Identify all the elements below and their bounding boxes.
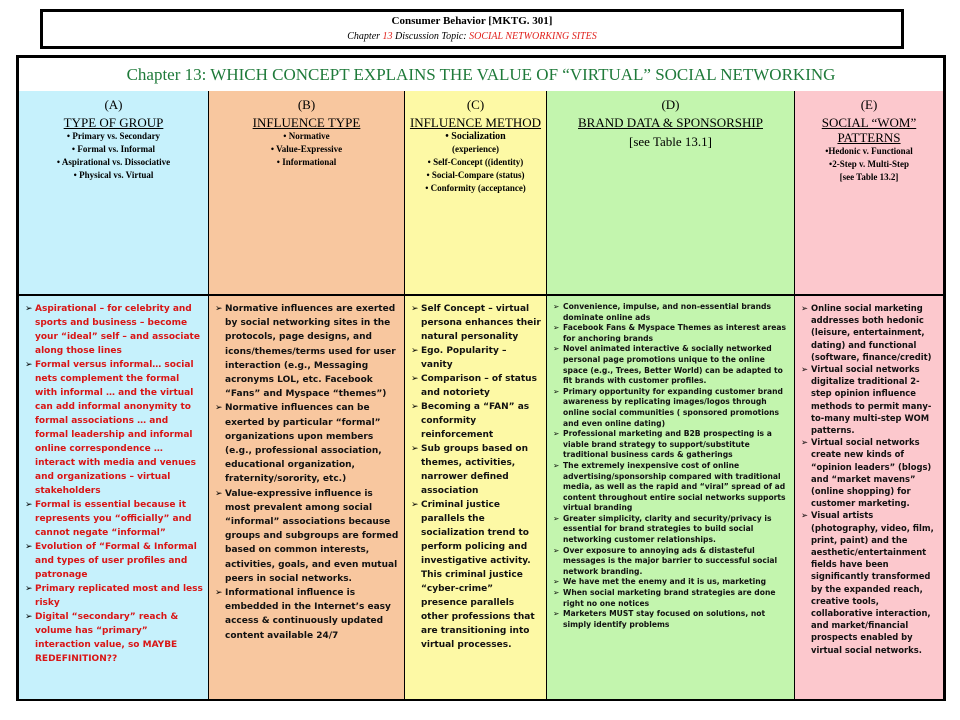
bullet-item: ➢ Virtual social networks digitalize traditional 2-step opinion influence methods to permit many-to-many multi-step WOM patterns.: [801, 363, 938, 436]
column-letter: (D): [661, 97, 680, 112]
column-subpoint: • Informational: [276, 157, 337, 167]
course-title: Consumer Behavior [MKTG. 301]: [391, 15, 553, 27]
bullet-item: ➢ Criminal justice parallels the socialization trend to perform policing and investigative activity. This criminal justice “cyber-crime” presence parallels other professions that are transitioning into virtual processes.: [411, 498, 541, 652]
column-c-body: [405, 296, 547, 699]
bullet-item: ➢ Value-expressive influence is most prevalent among social “informal” associations because groups and subgroups are formed based on common interests, activities, goals, and even mutual peers in social networks.: [215, 487, 399, 586]
column-letter: (B): [297, 97, 316, 112]
bullet-item: ➢ Sub groups based on themes, activities, narrower defined association: [411, 442, 541, 498]
table-reference: [see Table 13.1]: [629, 134, 712, 149]
bullet-item: ➢ Digital “secondary” reach & volume has “primary” interaction value, so MAYBE REDEFINITION??: [25, 610, 203, 666]
column-subpoint: •Hedonic v. Functional: [825, 146, 913, 156]
table-reference: [see Table 13.2]: [839, 172, 899, 182]
bullet-item: ➢ Comparison – of status and notoriety: [411, 372, 541, 400]
column-a-body: [19, 296, 209, 699]
bullet-item: ➢ Professional marketing and B2B prospecting is a viable brand strategy to support/substitute traditional business cards & gatherings: [553, 429, 789, 461]
column-e-header: [795, 91, 943, 294]
column-subpoint: (experience): [452, 144, 499, 154]
column-letter: (A): [104, 97, 123, 112]
topic-chapter-number: 13: [382, 31, 393, 42]
bullet-item: ➢ Facebook Fans & Myspace Themes as interest areas for anchoring brands: [553, 323, 789, 344]
column-subpoint: • Primary vs. Secondary: [66, 131, 161, 141]
column-b-header: [209, 91, 405, 294]
bullet-item: ➢ The extremely inexpensive cost of online advertising/sponsorship compared with traditional media, as well as the rapid and “viral” spread of ad content throughout entire social networks supports virtual branding: [553, 461, 789, 514]
column-subpoint: •2-Step v. Multi-Step: [829, 159, 909, 169]
bullet-item: ➢ Ego. Popularity – vanity: [411, 344, 541, 372]
column-subpoint: • Physical vs. Virtual: [73, 170, 154, 180]
column-subpoint: • Self-Concept ((identity): [427, 157, 524, 167]
column-a-header: [19, 91, 209, 294]
column-title: SOCIAL “WOM” PATTERNS: [821, 115, 917, 145]
column-title: INFLUENCE METHOD: [409, 115, 542, 130]
column-d-body: [547, 296, 795, 699]
discussion-topic: [43, 31, 901, 42]
bullet-item: ➢ Evolution of “Formal & Informal and types of user profiles and patronage: [25, 540, 203, 582]
bullet-item: ➢ When social marketing brand strategies are done right no one notices: [553, 588, 789, 609]
bullet-list-a: [25, 302, 203, 666]
column-header-row: [19, 91, 943, 296]
bullet-item: ➢ Visual artists (photography, video, film, print, paint) and the aesthetic/entertainment fields have been significantly transformed by the expanded reach, creative tools, collaborative interaction, and market/financial prospects enabled by virtual social networks.: [801, 509, 938, 655]
column-subpoint: • Formal vs. Informal: [71, 144, 156, 154]
bullet-list-e: [801, 302, 938, 656]
column-e-body: [795, 296, 943, 699]
bullet-item: ➢ Informational influence is embedded in the Internet’s easy access & continuously updated content available 24/7: [215, 586, 399, 643]
bullet-item: ➢ Formal versus informal… social nets complement the formal with informal … and the virtual can add informal anonymity to formal associations … and formal leadership and informal online correspondence … interact with media and venues and organizations – virtual stakeholders: [25, 358, 203, 498]
bullet-item: ➢ Virtual social networks create new kinds of “opinion leaders” (blogs) and “market mavens” (online shopping) for customer marketing.: [801, 436, 938, 509]
topic-prefix: Chapter: [347, 31, 383, 42]
bullet-item: ➢ Primary opportunity for expanding customer brand awareness by replicating images/logos through online social communities ( sponsored promotions and even online dating): [553, 387, 789, 429]
column-b-body: [209, 296, 405, 699]
column-letter: (C): [466, 97, 485, 112]
column-title: BRAND DATA & SPONSORSHIP: [578, 115, 763, 130]
concept-table: [16, 55, 946, 701]
bullet-item: ➢ Over exposure to annoying ads & distasteful messages is the major barrier to successful social network branding.: [553, 546, 789, 578]
column-subpoint: • Social-Compare (status): [426, 170, 525, 180]
bullet-item: ➢ Marketers MUST stay focused on solutions, not simply identify problems: [553, 609, 789, 630]
bullet-item: ➢ Aspirational – for celebrity and sports and business – become your “ideal” self – and associate along those lines: [25, 302, 203, 358]
bullet-item: ➢ Formal is essential because it represents you “officially” and cannot negate “informal”: [25, 498, 203, 540]
column-c-header: [405, 91, 547, 294]
column-d-header: [547, 91, 795, 294]
column-subpoint: • Normative: [283, 131, 330, 141]
column-letter: (E): [860, 97, 878, 112]
column-title: TYPE OF GROUP: [63, 115, 164, 130]
bullet-list-b: [215, 302, 399, 643]
bullet-item: ➢ Normative influences can be exerted by particular “formal” organizations upon members (e.g., professional association, educational organization, fraternity/sorority, etc.): [215, 401, 399, 486]
table-title: Chapter 13: WHICH CONCEPT EXPLAINS THE VALUE OF “VIRTUAL” SOCIAL NETWORKING: [19, 58, 943, 92]
bullet-item: ➢ Primary replicated most and less risky: [25, 582, 203, 610]
bullet-item: ➢ Convenience, impulse, and non-essential brands dominate online ads: [553, 302, 789, 323]
topic-middle: Discussion Topic:: [392, 31, 470, 42]
column-subpoint: • Conformity (acceptance): [425, 183, 526, 193]
bullet-item: ➢ Normative influences are exerted by social networking sites in the protocols, page designs, and icons/themes/terms used for user interaction (e.g., Messaging acronyms LOL, etc. Facebook “Fans” and Myspace “themes”): [215, 302, 399, 401]
column-subpoint: • Socialization: [445, 131, 506, 142]
bullet-item: ➢ Novel animated interactive & socially networked personal page promotions unique to the online space (e.g., Trees, Better World) can be adapted to fit brands with customer profiles.: [553, 344, 789, 386]
topic-subject: SOCIAL NETWORKING SITES: [469, 31, 597, 42]
bullet-list-d: [553, 302, 789, 630]
bullet-item: ➢ Online social marketing addresses both hedonic (leisure, entertainment, dating) and functional (software, finance/credit): [801, 302, 938, 363]
column-title: INFLUENCE TYPE: [252, 115, 361, 130]
bullet-item: ➢ Becoming a “FAN” as conformity reinforcement: [411, 400, 541, 442]
column-subpoint: • Value-Expressive: [270, 144, 343, 154]
column-body-row: [19, 296, 943, 699]
course-header: [40, 9, 904, 49]
bullet-list-c: [411, 302, 541, 652]
bullet-item: ➢ Greater simplicity, clarity and security/privacy is essential for brand strategies to build social networking customer relationships.: [553, 514, 789, 546]
column-subpoint: • Aspirational vs. Dissociative: [56, 157, 171, 167]
bullet-item: ➢ We have met the enemy and it is us, marketing: [553, 577, 789, 588]
bullet-item: ➢ Self Concept – virtual persona enhances their natural personality: [411, 302, 541, 344]
